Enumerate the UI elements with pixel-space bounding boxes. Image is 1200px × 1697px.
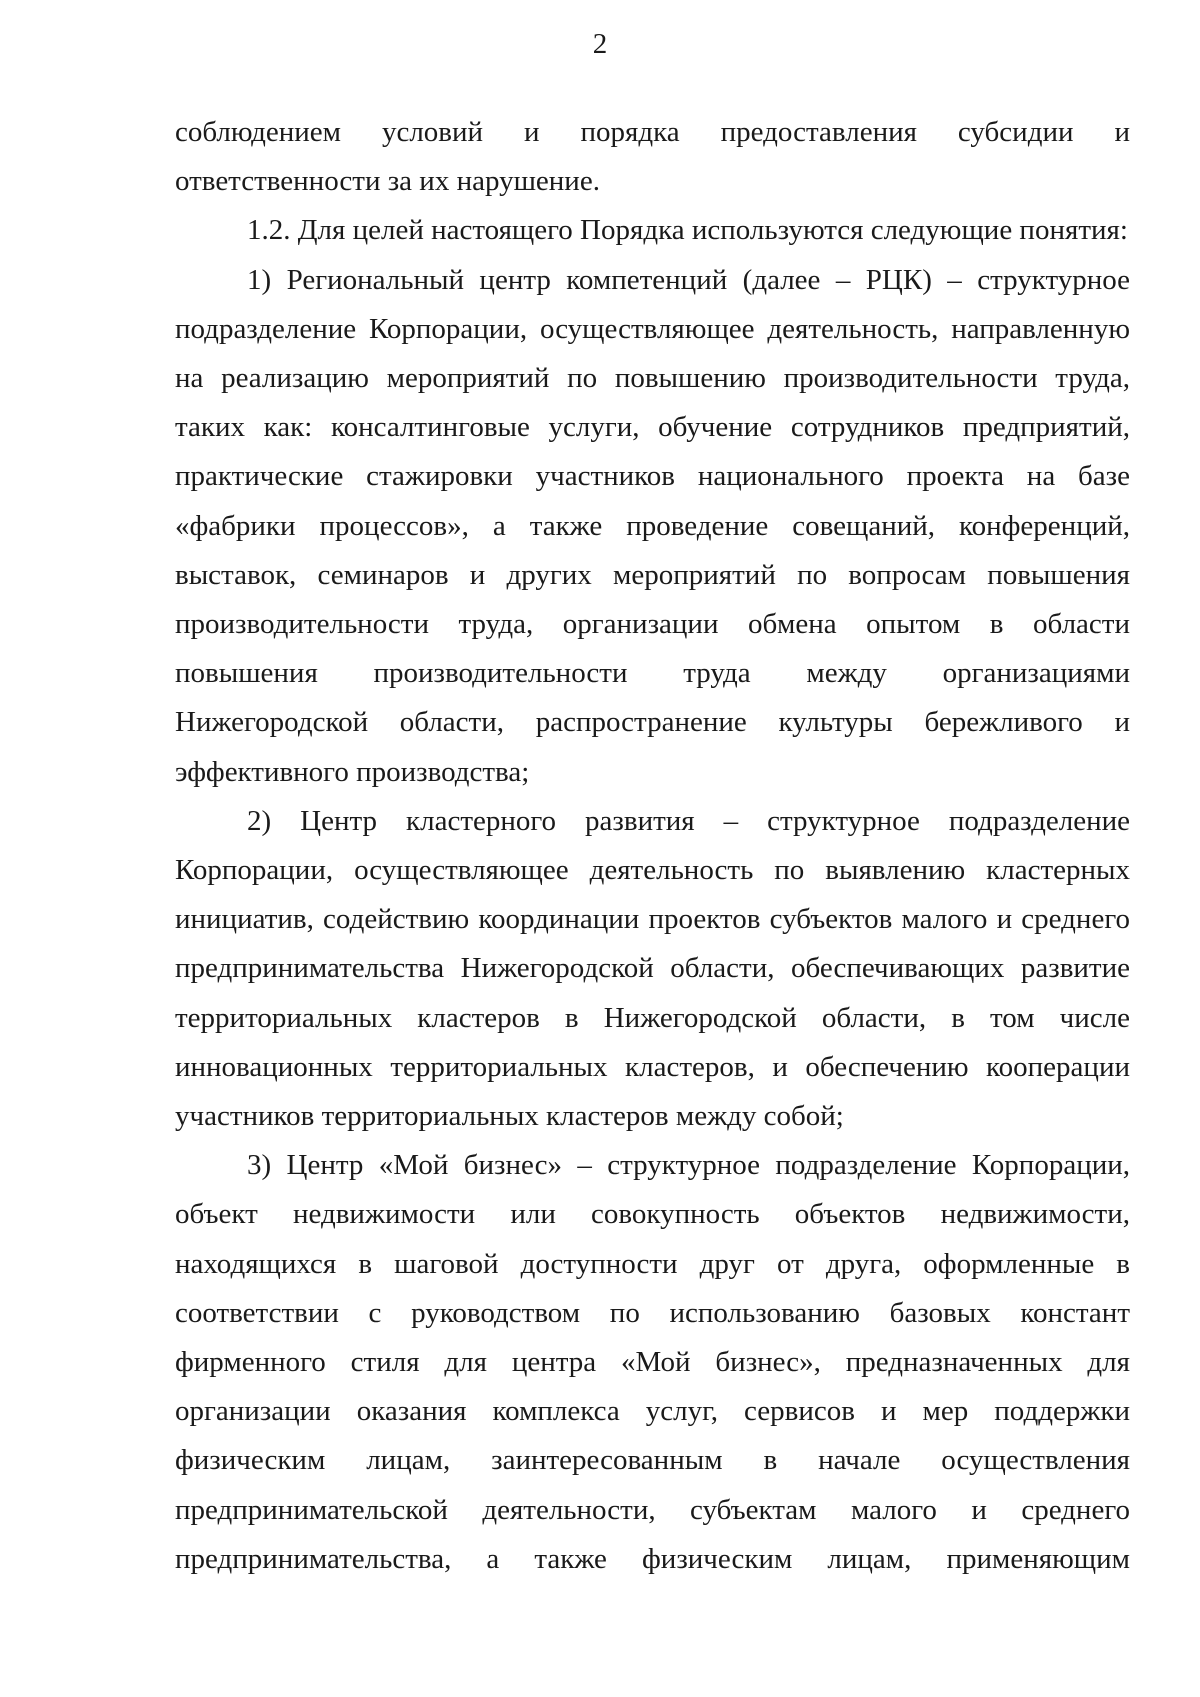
paragraph-section-1-2: 1.2. Для целей настоящего Порядка используются следующие понятия: xyxy=(247,214,1128,247)
paragraph-continuation: соблюдением условий и порядка предоставления субсидии и ответственности за их нарушение. xyxy=(175,116,1130,198)
paragraph-definition-2: 2) Центр кластерного развития – структурное подразделение Корпорации, осуществляющее деятельность по выявлению кластерных инициатив, содействию координации проектов субъектов малого и среднего предпринимательства Нижегородской области, обеспечивающих развитие территориальных кластеров в Нижегородской области, в том числе инновационных территориальных кластеров, и обеспечению кооперации участников территориальных кластеров между собой; xyxy=(175,804,1130,1133)
document-body xyxy=(175,108,1130,1584)
paragraph-definition-1: 1) Региональный центр компетенций (далее – РЦК) – структурное подразделение Корпорации, осуществляющее деятельность, направленную на реализацию мероприятий по повышению производительности труда, таких как: консалтинговые услуги, обучение сотрудников предприятий, практические стажировки участников национального проекта на базе «фабрики процессов», а также проведение совещаний, конференций, выставок, семинаров и других мероприятий по вопросам повышения производительности труда, организации обмена опытом в области повышения производительности труда между организациями Нижегородской области, распространение культуры бережливого и эффективного производства; xyxy=(175,263,1130,788)
page-number: 2 xyxy=(592,28,608,60)
paragraph-definition-3: 3) Центр «Мой бизнес» – структурное подразделение Корпорации, объект недвижимости или совокупность объектов недвижимости, находящихся в шаговой доступности друг от друга, оформленные в соответствии с руководством по использованию базовых констант фирменного стиля для центра «Мой бизнес», предназначенных для организации оказания комплекса услуг, сервисов и мер поддержки физическим лицам, заинтересованным в начале осуществления предпринимательской деятельности, субъектам малого и среднего предпринимательства, а также физическим лицам, применяющим xyxy=(175,1149,1130,1575)
